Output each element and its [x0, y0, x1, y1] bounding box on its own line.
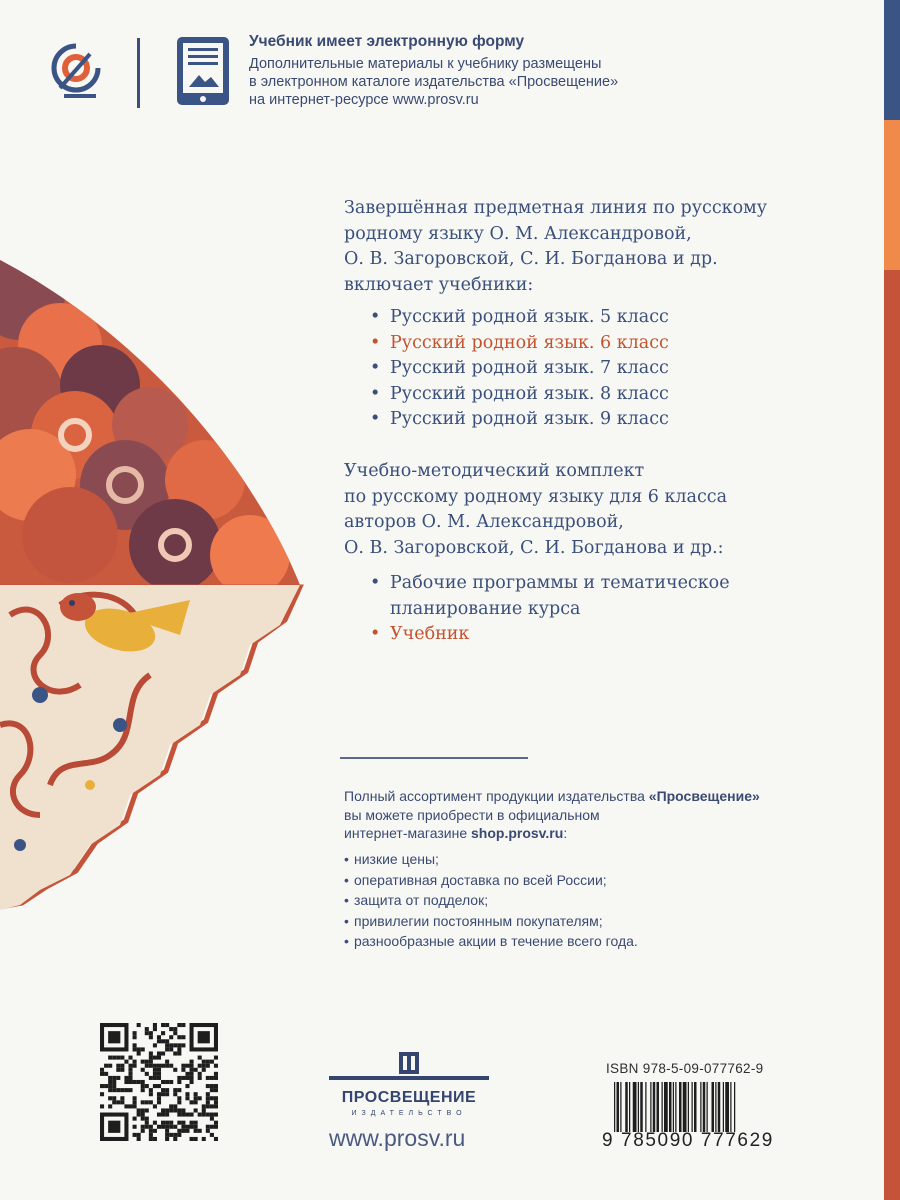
- subject-line-intro: [344, 196, 804, 298]
- intro-line: О. В. Загоровской, С. И. Богданова и др.: [344, 249, 718, 269]
- electronic-form-line: Дополнительные материалы к учебнику размещены: [249, 56, 602, 72]
- electronic-form-line: на интернет-ресурсе www.prosv.ru: [249, 92, 479, 108]
- shop-link[interactable]: shop.prosv.ru: [471, 825, 564, 841]
- intro-line: Завершённая предметная линия по русскому: [344, 198, 768, 218]
- list-item: • Русский родной язык. 9 класс: [366, 407, 669, 433]
- kit-list: [366, 571, 786, 648]
- list-item-current: • Русский родной язык. 6 класс: [366, 331, 669, 357]
- list-item: • оперативная доставка по всей России;: [344, 870, 638, 891]
- list-item: • Рабочие программы и тематическое планирование курса: [366, 571, 786, 622]
- shop-line: интернет-магазине shop.prosv.ru:: [344, 825, 568, 841]
- list-item: • привилегии постоянным покупателям;: [344, 911, 638, 932]
- publisher-brand: «Просвещение»: [648, 788, 760, 804]
- list-item: • низкие цены;: [344, 849, 638, 870]
- shop-line: Полный ассортимент продукции издательства «Просвещение»: [344, 788, 760, 804]
- qr-code-icon[interactable]: [100, 1023, 218, 1141]
- publisher-site-link[interactable]: www.prosv.ru: [329, 1125, 466, 1151]
- electronic-form-line: в электронном каталоге издательства «Просвещение»: [249, 74, 619, 90]
- header-divider: [137, 38, 140, 108]
- tablet-icon: [175, 35, 231, 107]
- publisher-subtitle: ИЗДАТЕЛЬСТВО: [351, 1110, 467, 1117]
- electronic-form-text: [249, 55, 669, 109]
- kit-intro: [344, 459, 804, 561]
- intro-line: Учебно-методический комплект: [344, 461, 645, 481]
- edge-stripe-red: [884, 270, 900, 1200]
- electronic-form-logo-icon: [50, 40, 106, 102]
- shop-line: вы можете приобрести в официальном: [344, 806, 600, 823]
- intro-line: по русскому родному языку для 6 класса: [344, 486, 728, 507]
- list-item: • Русский родной язык. 7 класс: [366, 356, 669, 382]
- list-item-current: • Учебник: [366, 622, 786, 648]
- electronic-form-title: Учебник имеет электронную форму: [249, 33, 525, 50]
- intro-line: О. В. Загоровской, С. И. Богданова и др.:: [344, 537, 724, 558]
- shop-info: [344, 787, 814, 843]
- intro-line: авторов О. М. Александровой,: [344, 512, 624, 532]
- isbn-label: ISBN 978-5-09-077762-9: [606, 1061, 764, 1076]
- barcode-icon: [612, 1082, 788, 1132]
- publisher-name: ПРОСВЕЩЕНИЕ: [341, 1089, 477, 1106]
- edge-stripe-navy: [884, 0, 900, 120]
- barcode-digits: 9 785090 777629: [602, 1130, 774, 1151]
- list-item: • разнообразные акции в течение всего года.: [344, 931, 638, 952]
- textbook-list: [366, 305, 669, 433]
- edge-stripe-orange: [884, 120, 900, 270]
- intro-line: родному языку О. М. Александровой,: [344, 223, 692, 244]
- list-item: • Русский родной язык. 8 класс: [366, 382, 669, 408]
- decorative-ornament: [0, 255, 312, 915]
- list-item: • Русский родной язык. 5 класс: [366, 305, 669, 331]
- list-item: • защита от подделок;: [344, 890, 638, 911]
- publisher-logo-icon: [329, 1048, 489, 1088]
- intro-line: включает учебники:: [344, 274, 534, 295]
- shop-benefits: [344, 849, 638, 952]
- section-divider: [340, 757, 528, 759]
